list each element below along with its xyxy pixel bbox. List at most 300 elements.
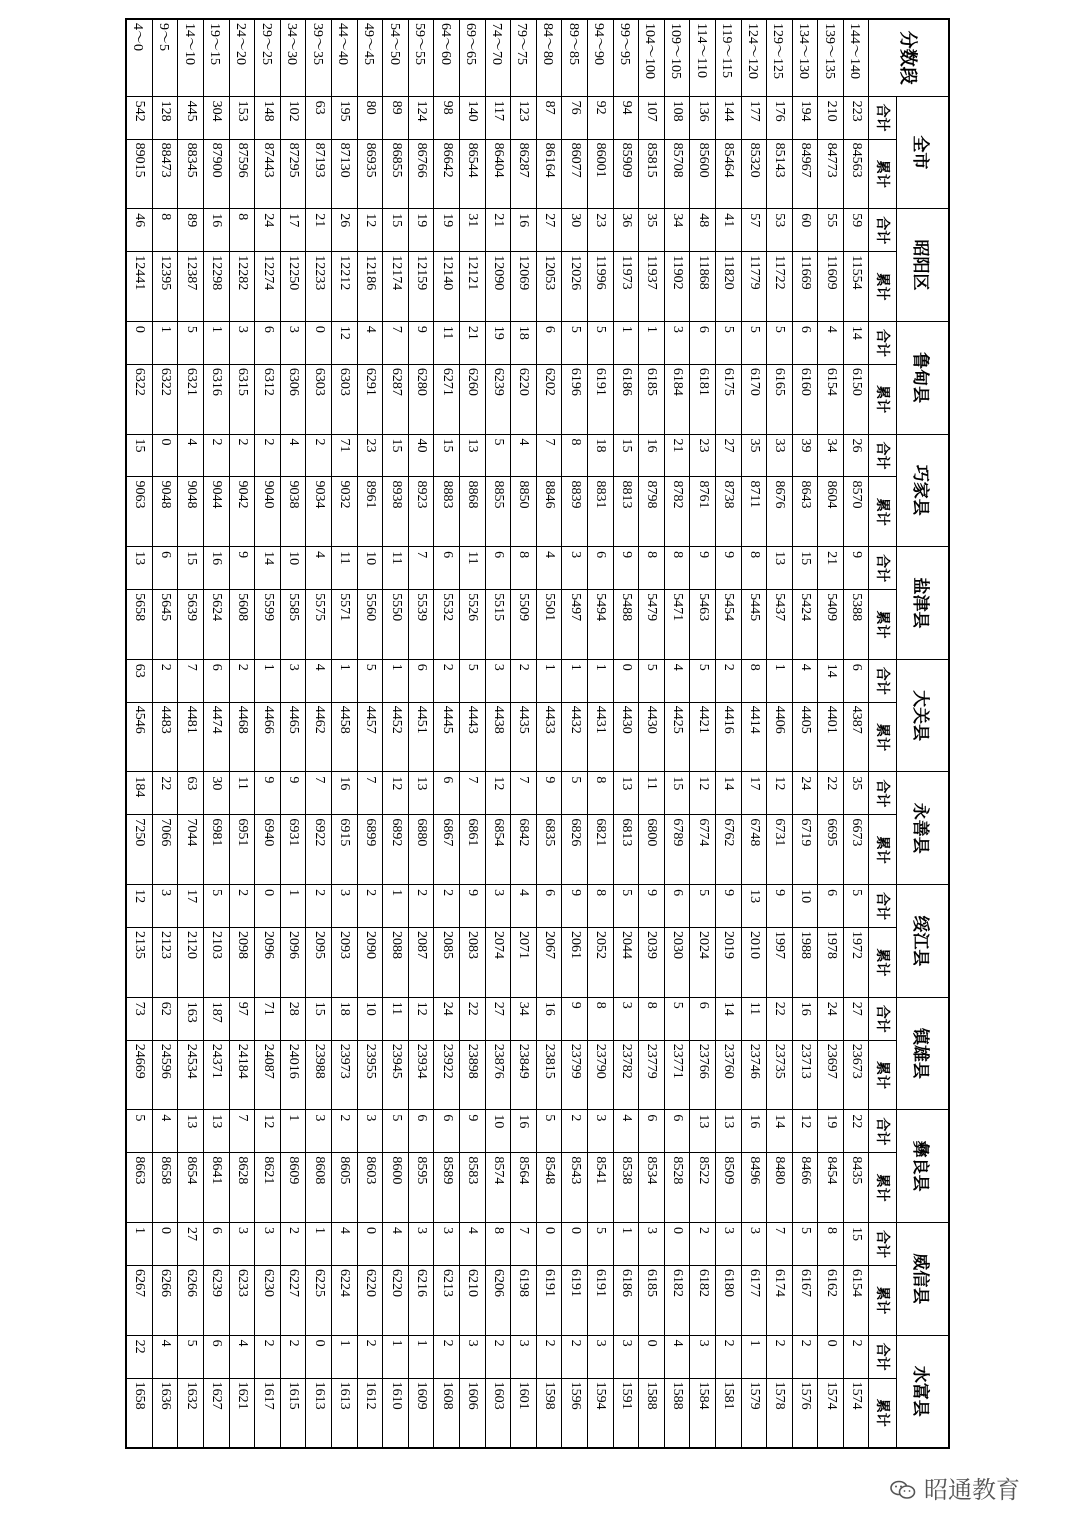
cumulative-cell: 5445 (741, 590, 767, 660)
segment-header: 分数段 (869, 19, 949, 96)
subheader-total: 合计 (869, 997, 897, 1040)
cumulative-cell: 12282 (229, 252, 255, 322)
score-range-cell: 19～15 (204, 19, 230, 96)
table-row (460, 19, 486, 1448)
cumulative-cell: 4445 (434, 702, 460, 772)
cumulative-cell: 2096 (280, 928, 306, 998)
cumulative-cell: 5571 (332, 590, 358, 660)
cumulative-cell: 12140 (434, 252, 460, 322)
total-cell: 0 (357, 1222, 383, 1265)
cumulative-cell: 2019 (715, 928, 741, 998)
cumulative-cell: 88345 (178, 139, 204, 209)
total-cell: 2 (152, 659, 178, 702)
total-cell: 117 (485, 96, 511, 139)
cumulative-cell: 2135 (126, 928, 152, 998)
region-header: 大关县 (897, 659, 949, 772)
total-cell: 5 (357, 659, 383, 702)
cumulative-cell: 7066 (152, 815, 178, 885)
cumulative-cell: 6220 (511, 364, 537, 434)
total-cell: 1 (280, 1110, 306, 1153)
cumulative-cell: 5409 (818, 590, 844, 660)
cumulative-cell: 23771 (664, 1040, 690, 1110)
total-cell: 5 (843, 885, 869, 928)
cumulative-cell: 24669 (126, 1040, 152, 1110)
cumulative-cell: 11820 (715, 252, 741, 322)
cumulative-cell: 8711 (741, 477, 767, 547)
score-range-cell: 4～0 (126, 19, 152, 96)
cumulative-cell: 1598 (536, 1378, 562, 1448)
total-cell: 3 (357, 1110, 383, 1153)
cumulative-cell: 6182 (690, 1265, 716, 1335)
total-cell: 12 (255, 1110, 281, 1153)
cumulative-cell: 11722 (767, 252, 793, 322)
cumulative-cell: 6719 (792, 815, 818, 885)
cumulative-cell: 6981 (204, 815, 230, 885)
total-cell: 6 (664, 1110, 690, 1153)
total-cell: 1 (383, 659, 409, 702)
total-cell: 21 (818, 547, 844, 590)
region-header: 鲁甸县 (897, 321, 949, 434)
total-cell: 184 (126, 772, 152, 815)
total-cell: 3 (306, 1110, 332, 1153)
table-row (715, 19, 741, 1448)
table-row (126, 19, 152, 1448)
total-cell: 27 (485, 997, 511, 1040)
total-cell: 123 (511, 96, 537, 139)
cumulative-cell: 4435 (511, 702, 537, 772)
cumulative-cell: 87900 (204, 139, 230, 209)
cumulative-cell: 6321 (178, 364, 204, 434)
total-cell: 2 (332, 1110, 358, 1153)
cumulative-cell: 23790 (587, 1040, 613, 1110)
score-range-cell: 29～25 (255, 19, 281, 96)
subheader-cumulative: 累计 (869, 364, 897, 434)
cumulative-cell: 1601 (511, 1378, 537, 1448)
total-cell: 34 (818, 434, 844, 477)
total-cell: 7 (460, 772, 486, 815)
total-cell: 16 (204, 209, 230, 252)
total-cell: 11 (383, 547, 409, 590)
total-cell: 35 (639, 209, 665, 252)
total-cell: 5 (178, 1335, 204, 1378)
total-cell: 4 (306, 547, 332, 590)
cumulative-cell: 4414 (741, 702, 767, 772)
cumulative-cell: 8609 (280, 1153, 306, 1223)
total-cell: 1 (639, 321, 665, 364)
cumulative-cell: 86164 (536, 139, 562, 209)
cumulative-cell: 23673 (843, 1040, 869, 1110)
total-cell: 73 (126, 997, 152, 1040)
cumulative-cell: 6748 (741, 815, 767, 885)
table-row (613, 19, 639, 1448)
cumulative-cell: 8522 (690, 1153, 716, 1223)
total-cell: 15 (792, 547, 818, 590)
cumulative-cell: 6186 (613, 1265, 639, 1335)
cumulative-cell: 11779 (741, 252, 767, 322)
cumulative-cell: 4457 (357, 702, 383, 772)
total-cell: 8 (664, 547, 690, 590)
cumulative-cell: 6271 (434, 364, 460, 434)
total-cell: 12 (485, 772, 511, 815)
total-cell: 4 (152, 1110, 178, 1153)
subheader-cumulative: 累计 (869, 815, 897, 885)
total-cell: 62 (152, 997, 178, 1040)
total-cell: 2 (562, 1335, 588, 1378)
total-cell: 4 (357, 321, 383, 364)
table-row (332, 19, 358, 1448)
total-cell: 7 (178, 659, 204, 702)
total-cell: 6 (434, 547, 460, 590)
total-cell: 12 (792, 1110, 818, 1153)
total-cell: 24 (792, 772, 818, 815)
total-cell: 18 (511, 321, 537, 364)
cumulative-cell: 1591 (613, 1378, 639, 1448)
total-cell: 13 (460, 434, 486, 477)
score-range-cell: 39～35 (306, 19, 332, 96)
cumulative-cell: 12174 (383, 252, 409, 322)
score-range-cell: 24～20 (229, 19, 255, 96)
cumulative-cell: 8574 (485, 1153, 511, 1223)
cumulative-cell: 6940 (255, 815, 281, 885)
cumulative-cell: 8608 (306, 1153, 332, 1223)
score-range-cell: 69～65 (460, 19, 486, 96)
cumulative-cell: 4387 (843, 702, 869, 772)
table-row (178, 19, 204, 1448)
total-cell: 4 (383, 1222, 409, 1265)
total-cell: 22 (152, 772, 178, 815)
total-cell: 0 (306, 1335, 332, 1378)
cumulative-cell: 1579 (741, 1378, 767, 1448)
total-cell: 1 (767, 659, 793, 702)
total-cell: 23 (357, 434, 383, 477)
region-header: 巧家县 (897, 434, 949, 547)
total-cell: 304 (204, 96, 230, 139)
cumulative-cell: 12069 (511, 252, 537, 322)
cumulative-cell: 4405 (792, 702, 818, 772)
table-row (843, 19, 869, 1448)
cumulative-cell: 5575 (306, 590, 332, 660)
total-cell: 35 (741, 434, 767, 477)
cumulative-cell: 5424 (792, 590, 818, 660)
total-cell: 0 (536, 1222, 562, 1265)
total-cell: 5 (587, 1222, 613, 1265)
total-cell: 187 (204, 997, 230, 1040)
cumulative-cell: 8738 (715, 477, 741, 547)
total-cell: 14 (767, 1110, 793, 1153)
cumulative-cell: 8604 (818, 477, 844, 547)
table-row (639, 19, 665, 1448)
cumulative-cell: 8761 (690, 477, 716, 547)
cumulative-cell: 6180 (715, 1265, 741, 1335)
cumulative-cell: 8543 (562, 1153, 588, 1223)
subheader-cumulative: 累计 (869, 1265, 897, 1335)
total-cell: 35 (843, 772, 869, 815)
cumulative-cell: 1621 (229, 1378, 255, 1448)
cumulative-cell: 23799 (562, 1040, 588, 1110)
total-cell: 10 (357, 547, 383, 590)
cumulative-cell: 9063 (126, 477, 152, 547)
total-cell: 0 (152, 1222, 178, 1265)
cumulative-cell: 87193 (306, 139, 332, 209)
cumulative-cell: 8676 (767, 477, 793, 547)
cumulative-cell: 85143 (767, 139, 793, 209)
cumulative-cell: 4474 (204, 702, 230, 772)
table-row (383, 19, 409, 1448)
cumulative-cell: 9048 (178, 477, 204, 547)
cumulative-cell: 1632 (178, 1378, 204, 1448)
total-cell: 6 (204, 1222, 230, 1265)
cumulative-cell: 8496 (741, 1153, 767, 1223)
cumulative-cell: 4438 (485, 702, 511, 772)
total-cell: 1 (383, 1335, 409, 1378)
table-row (792, 19, 818, 1448)
cumulative-cell: 5585 (280, 590, 306, 660)
cumulative-cell: 8883 (434, 477, 460, 547)
cumulative-cell: 8663 (126, 1153, 152, 1223)
total-cell: 6 (536, 885, 562, 928)
total-cell: 15 (126, 434, 152, 477)
cumulative-cell: 12090 (485, 252, 511, 322)
total-cell: 34 (511, 997, 537, 1040)
total-cell: 12 (357, 209, 383, 252)
total-cell: 13 (126, 547, 152, 590)
total-cell: 15 (664, 772, 690, 815)
cumulative-cell: 6191 (587, 364, 613, 434)
total-cell: 8 (587, 885, 613, 928)
cumulative-cell: 2090 (357, 928, 383, 998)
total-cell: 4 (613, 1110, 639, 1153)
cumulative-cell: 4401 (818, 702, 844, 772)
total-cell: 7 (408, 547, 434, 590)
total-cell: 27 (536, 209, 562, 252)
total-cell: 2 (434, 1335, 460, 1378)
cumulative-cell: 23746 (741, 1040, 767, 1110)
total-cell: 10 (280, 547, 306, 590)
total-cell: 89 (383, 96, 409, 139)
total-cell: 0 (152, 434, 178, 477)
total-cell: 5 (536, 1110, 562, 1153)
total-cell: 1 (613, 321, 639, 364)
cumulative-cell: 6821 (587, 815, 613, 885)
cumulative-cell: 23945 (383, 1040, 409, 1110)
total-cell: 5 (485, 434, 511, 477)
total-cell: 3 (485, 885, 511, 928)
cumulative-cell: 8839 (562, 477, 588, 547)
subheader-cumulative: 累计 (869, 139, 897, 209)
subheader-total: 合计 (869, 96, 897, 139)
table-row (767, 19, 793, 1448)
total-cell: 89 (178, 209, 204, 252)
total-cell: 23 (690, 434, 716, 477)
cumulative-cell: 24371 (204, 1040, 230, 1110)
total-cell: 3 (434, 1222, 460, 1265)
total-cell: 6 (818, 885, 844, 928)
total-cell: 140 (460, 96, 486, 139)
cumulative-cell: 11554 (843, 252, 869, 322)
total-cell: 0 (562, 1222, 588, 1265)
total-cell: 9 (280, 772, 306, 815)
cumulative-cell: 4431 (587, 702, 613, 772)
subheader-total: 合计 (869, 547, 897, 590)
cumulative-cell: 6322 (126, 364, 152, 434)
cumulative-cell: 8961 (357, 477, 383, 547)
total-cell: 6 (408, 659, 434, 702)
cumulative-cell: 5494 (587, 590, 613, 660)
cumulative-cell: 1584 (690, 1378, 716, 1448)
cumulative-cell: 4483 (152, 702, 178, 772)
total-cell: 0 (306, 321, 332, 364)
table-row (204, 19, 230, 1448)
cumulative-cell: 1596 (562, 1378, 588, 1448)
total-cell: 7 (511, 772, 537, 815)
subheader-total: 合计 (869, 772, 897, 815)
cumulative-cell: 8643 (792, 477, 818, 547)
cumulative-cell: 2088 (383, 928, 409, 998)
cumulative-cell: 23766 (690, 1040, 716, 1110)
total-cell: 71 (332, 434, 358, 477)
total-cell: 445 (178, 96, 204, 139)
cumulative-cell: 2098 (229, 928, 255, 998)
cumulative-cell: 23713 (792, 1040, 818, 1110)
total-cell: 17 (178, 885, 204, 928)
cumulative-cell: 6186 (613, 364, 639, 434)
cumulative-cell: 24016 (280, 1040, 306, 1110)
cumulative-cell: 23955 (357, 1040, 383, 1110)
cumulative-cell: 6233 (229, 1265, 255, 1335)
cumulative-cell: 11902 (664, 252, 690, 322)
total-cell: 148 (255, 96, 281, 139)
total-cell: 5 (792, 1222, 818, 1265)
cumulative-cell: 6210 (460, 1265, 486, 1335)
cumulative-cell: 2120 (178, 928, 204, 998)
cumulative-cell: 6225 (306, 1265, 332, 1335)
total-cell: 3 (280, 321, 306, 364)
total-cell: 9 (255, 772, 281, 815)
total-cell: 34 (664, 209, 690, 252)
watermark-text: 昭通教育 (924, 1476, 1020, 1504)
cumulative-cell: 6184 (664, 364, 690, 434)
score-range-cell: 59～55 (408, 19, 434, 96)
total-cell: 9 (843, 547, 869, 590)
cumulative-cell: 9032 (332, 477, 358, 547)
cumulative-cell: 1612 (357, 1378, 383, 1448)
cumulative-cell: 11669 (792, 252, 818, 322)
cumulative-cell: 6224 (332, 1265, 358, 1335)
region-header: 彝良县 (897, 1110, 949, 1223)
total-cell: 2 (843, 1335, 869, 1378)
total-cell: 16 (511, 209, 537, 252)
cumulative-cell: 8454 (818, 1153, 844, 1223)
table-row (152, 19, 178, 1448)
cumulative-cell: 8603 (357, 1153, 383, 1223)
total-cell: 3 (280, 659, 306, 702)
total-cell: 14 (715, 997, 741, 1040)
cumulative-cell: 1613 (306, 1378, 332, 1448)
cumulative-cell: 24184 (229, 1040, 255, 1110)
region-header: 盐津县 (897, 547, 949, 660)
cumulative-cell: 6322 (152, 364, 178, 434)
cumulative-cell: 2039 (639, 928, 665, 998)
total-cell: 76 (562, 96, 588, 139)
total-cell: 1 (587, 659, 613, 702)
total-cell: 13 (178, 1110, 204, 1153)
score-distribution-table (125, 18, 950, 1449)
cumulative-cell: 6892 (383, 815, 409, 885)
score-range-cell: 134～130 (792, 19, 818, 96)
cumulative-cell: 2010 (741, 928, 767, 998)
total-cell: 2 (280, 1222, 306, 1265)
total-cell: 8 (562, 434, 588, 477)
cumulative-cell: 12298 (204, 252, 230, 322)
total-cell: 39 (792, 434, 818, 477)
cumulative-cell: 5624 (204, 590, 230, 660)
total-cell: 5 (204, 885, 230, 928)
total-cell: 22 (818, 772, 844, 815)
cumulative-cell: 2087 (408, 928, 434, 998)
cumulative-cell: 85815 (639, 139, 665, 209)
total-cell: 9 (562, 885, 588, 928)
cumulative-cell: 6731 (767, 815, 793, 885)
subheader-total: 合计 (869, 885, 897, 928)
cumulative-cell: 86287 (511, 139, 537, 209)
total-cell: 2 (511, 659, 537, 702)
cumulative-cell: 8541 (587, 1153, 613, 1223)
total-cell: 15 (613, 434, 639, 477)
cumulative-cell: 8868 (460, 477, 486, 547)
cumulative-cell: 86404 (485, 139, 511, 209)
cumulative-cell: 1610 (383, 1378, 409, 1448)
total-cell: 2 (408, 885, 434, 928)
cumulative-cell: 9042 (229, 477, 255, 547)
total-cell: 2 (715, 1335, 741, 1378)
cumulative-cell: 5560 (357, 590, 383, 660)
cumulative-cell: 4452 (383, 702, 409, 772)
cumulative-cell: 12121 (460, 252, 486, 322)
total-cell: 6 (639, 1110, 665, 1153)
cumulative-cell: 12212 (332, 252, 358, 322)
cumulative-cell: 6185 (639, 364, 665, 434)
total-cell: 15 (178, 547, 204, 590)
cumulative-cell: 86001 (587, 139, 613, 209)
cumulative-cell: 23735 (767, 1040, 793, 1110)
region-header: 昭阳区 (897, 209, 949, 322)
cumulative-cell: 1609 (408, 1378, 434, 1448)
cumulative-cell: 85909 (613, 139, 639, 209)
total-cell: 92 (587, 96, 613, 139)
subheader-total: 合计 (869, 434, 897, 477)
cumulative-cell: 2061 (562, 928, 588, 998)
cumulative-cell: 1588 (639, 1378, 665, 1448)
cumulative-cell: 24087 (255, 1040, 281, 1110)
total-cell: 3 (152, 885, 178, 928)
score-range-cell: 14～10 (178, 19, 204, 96)
cumulative-cell: 4433 (536, 702, 562, 772)
total-cell: 0 (639, 1335, 665, 1378)
cumulative-cell: 12250 (280, 252, 306, 322)
total-cell: 97 (229, 997, 255, 1040)
total-cell: 16 (792, 997, 818, 1040)
cumulative-cell: 85600 (690, 139, 716, 209)
total-cell: 8 (587, 772, 613, 815)
cumulative-cell: 4466 (255, 702, 281, 772)
total-cell: 19 (408, 209, 434, 252)
cumulative-cell: 8466 (792, 1153, 818, 1223)
cumulative-cell: 5463 (690, 590, 716, 660)
total-cell: 5 (639, 659, 665, 702)
total-cell: 94 (613, 96, 639, 139)
total-cell: 4 (306, 659, 332, 702)
total-cell: 2 (792, 1335, 818, 1378)
